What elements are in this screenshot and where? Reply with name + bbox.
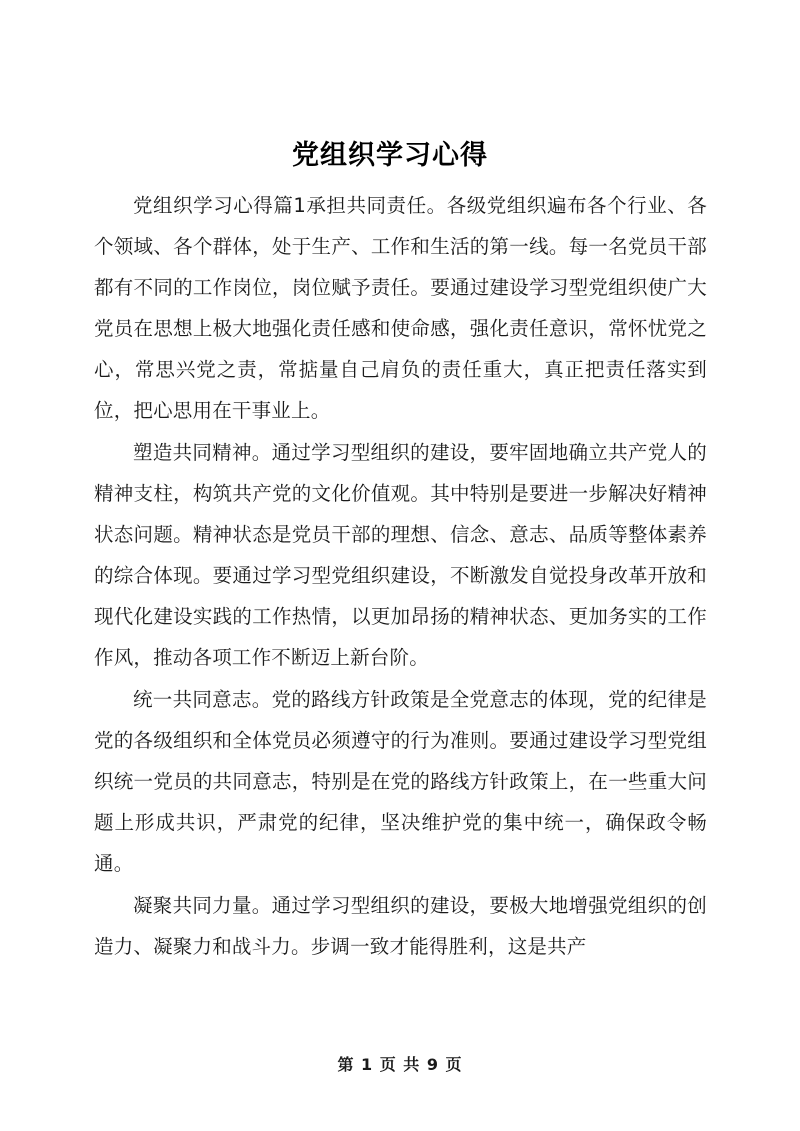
document-body [94,185,707,968]
page-title: 党组织学习心得 [292,140,488,171]
page-footer: 第 1 页 共 9 页 [337,1055,463,1074]
paragraph: 统一共同意志。党的路线方针政策是全党意志的体现，党的纪律是党的各级组织和全体党员必须遵守的行为准则。要通过建设学习型党组织统一党员的共同意志，特别是在党的路线方针政策上，在一些重大问题上形成共识，严肃党的纪律，坚决维护党的集中统一，确保政令畅通。 [94,688,707,875]
paragraph: 凝聚共同力量。通过学习型组织的建设，要极大地增强党组织的创造力、凝聚力和战斗力。步调一致才能得胜利，这是共产 [94,894,707,958]
paragraph: 党组织学习心得篇1承担共同责任。各级党组织遍布各个行业、各个领域、各个群体，处于生产、工作和生活的第一线。每一名党员干部都有不同的工作岗位，岗位赋予责任。要通过建设学习型党组织使广大党员在思想上极大地强化责任感和使命感，强化责任意识，常怀忧党之心，常思兴党之责，常掂量自己肩负的责任重大，真正把责任落实到位，把心思用在干事业上。 [94,194,707,422]
paragraph: 塑造共同精神。通过学习型组织的建设，要牢固地确立共产党人的精神支柱，构筑共产党的文化价值观。其中特别是要进一步解决好精神状态问题。精神状态是党员干部的理想、信念、意志、品质等整体素养的综合体现。要通过学习型党组织建设，不断激发自觉投身改革开放和现代化建设实践的工作热情，以更加昂扬的精神状态、更加务实的工作作风，推动各项工作不断迈上新台阶。 [94,441,707,669]
